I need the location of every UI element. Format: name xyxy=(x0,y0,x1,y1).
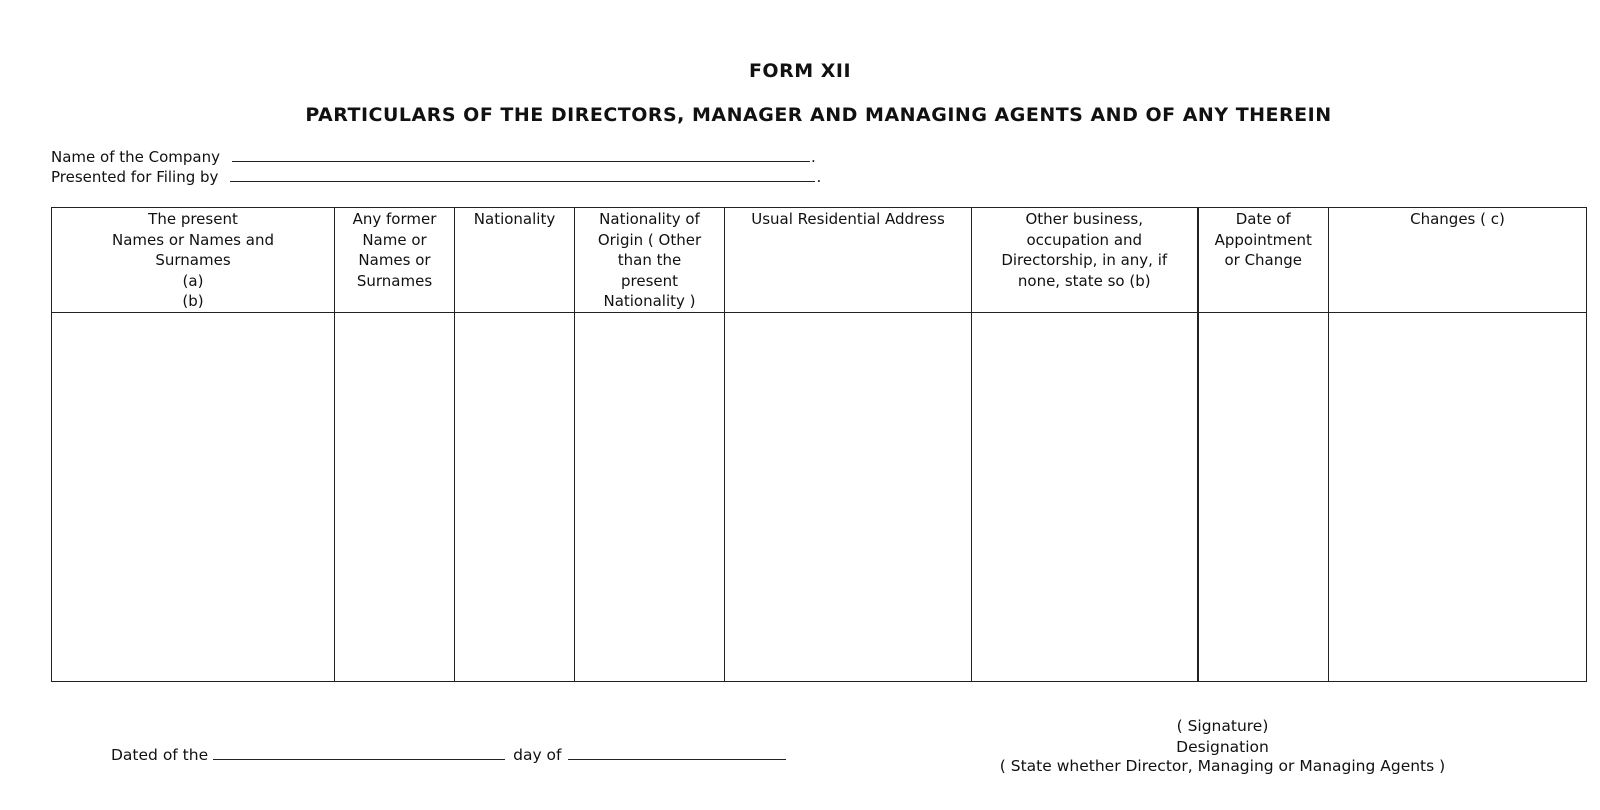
cell-residential-address[interactable] xyxy=(725,312,972,681)
signature-label: ( Signature) xyxy=(1176,717,1269,735)
filing-input-line[interactable] xyxy=(230,168,815,182)
cell-date-appointment[interactable] xyxy=(1198,312,1329,681)
column-header-former-names: Any former Name or Names or Surnames xyxy=(335,208,455,313)
dated-label: Dated of the xyxy=(111,746,209,764)
table-row xyxy=(52,312,1587,681)
form-subtitle: PARTICULARS OF THE DIRECTORS, MANAGER AND MANAGING AGENTS AND OF ANY THEREIN xyxy=(305,104,1332,126)
column-header-changes: Changes ( c) xyxy=(1329,208,1587,313)
form-title: FORM XII xyxy=(748,60,852,82)
column-header-residential-address: Usual Residential Address xyxy=(725,208,972,313)
company-name-input-line[interactable] xyxy=(232,148,810,162)
column-header-present-names: The present Names or Names and Surnames (a) (b) xyxy=(52,208,335,313)
cell-nationality-origin[interactable] xyxy=(575,312,725,681)
particulars-table xyxy=(51,207,1587,682)
filing-label: Presented for Filing by xyxy=(51,168,219,186)
company-name-row xyxy=(51,148,816,166)
company-name-terminator: . xyxy=(811,148,816,166)
filing-row xyxy=(51,168,821,186)
cell-changes[interactable] xyxy=(1329,312,1587,681)
day-of-input-line[interactable] xyxy=(568,745,786,760)
column-header-nationality: Nationality xyxy=(455,208,575,313)
table-header-row xyxy=(52,208,1587,313)
dated-row xyxy=(111,745,786,764)
filing-terminator: . xyxy=(816,168,822,186)
cell-nationality[interactable] xyxy=(455,312,575,681)
company-name-label: Name of the Company xyxy=(51,148,220,166)
cell-former-names[interactable] xyxy=(335,312,455,681)
column-header-other-business: Other business, occupation and Directorship, in any, if none, state so (b) xyxy=(972,208,1198,313)
state-whether-label: ( State whether Director, Managing or Managing Agents ) xyxy=(999,757,1446,775)
day-of-label: day of xyxy=(513,746,562,764)
column-header-date-appointment: Date of Appointment or Change xyxy=(1198,208,1329,313)
column-header-nationality-origin: Nationality of Origin ( Other than the present Nationality ) xyxy=(575,208,725,313)
designation-label: Designation xyxy=(1176,738,1269,756)
cell-other-business[interactable] xyxy=(972,312,1198,681)
cell-present-names[interactable] xyxy=(52,312,335,681)
dated-input-line[interactable] xyxy=(213,745,505,760)
